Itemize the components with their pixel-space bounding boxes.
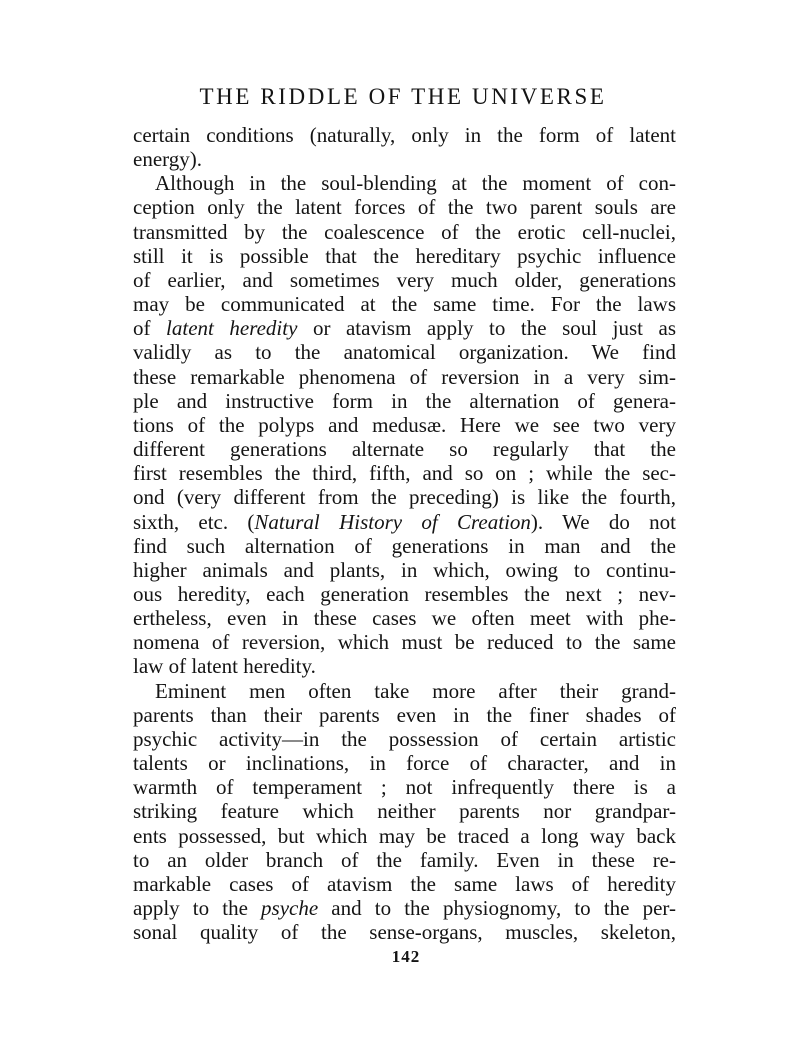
text-run: sixth, etc. ( bbox=[133, 509, 255, 534]
text-line: ple and instructive form in the alternation of genera- bbox=[133, 388, 676, 413]
text-line: Eminent men often take more after their grand- bbox=[155, 678, 676, 703]
text-line: higher animals and plants, in which, owing to continu- bbox=[133, 557, 676, 582]
text-line: find such alternation of generations in man and the bbox=[133, 533, 676, 558]
text-run: of bbox=[133, 316, 167, 341]
page-number: 142 bbox=[391, 947, 421, 966]
text-line: markable cases of atavism the same laws of heredity bbox=[133, 871, 676, 896]
text-line bbox=[133, 510, 676, 534]
text-line: parents than their parents even in the finer shades of bbox=[133, 702, 676, 727]
text-line bbox=[133, 896, 676, 920]
text-line bbox=[133, 316, 676, 340]
text-run: apply to the bbox=[133, 896, 262, 920]
running-head: THE RIDDLE OF THE UNIVERSE bbox=[199, 84, 607, 109]
text-line: ents possessed, but which may be traced a long way back bbox=[133, 823, 676, 848]
text-line: different generations alternate so regularly that the bbox=[133, 437, 676, 462]
text-line: warmth of temperament ; not infrequently there is a bbox=[133, 775, 676, 800]
text-line: ertheless, even in these cases we often meet with phe- bbox=[133, 606, 676, 631]
text-line: validly as to the anatomical organization. We find bbox=[133, 340, 676, 365]
body-text bbox=[133, 123, 676, 944]
text-line: of earlier, and sometimes very much older, generations bbox=[133, 267, 676, 292]
text-run: ). We do not bbox=[530, 509, 676, 534]
italic-term: psyche bbox=[261, 896, 319, 920]
italic-term: latent heredity bbox=[166, 316, 298, 341]
text-line: sonal quality of the sense-organs, muscles, skeleton, bbox=[133, 920, 676, 945]
text-line: still it is possible that the hereditary psychic influence bbox=[133, 243, 676, 268]
text-line: certain conditions (naturally, only in the form of latent bbox=[133, 123, 676, 147]
italic-title: Natural History of Creation bbox=[254, 509, 531, 534]
text-run: or atavism apply to the soul just as bbox=[297, 316, 676, 341]
text-line: law of latent heredity. bbox=[133, 654, 316, 679]
text-line: ous heredity, each generation resembles the next ; nev- bbox=[133, 581, 676, 606]
text-line: tions of the polyps and medusæ. Here we see two very bbox=[133, 412, 676, 437]
text-line: striking feature which neither parents nor grandpar- bbox=[133, 799, 676, 824]
text-line: talents or inclinations, in force of character, and in bbox=[133, 751, 676, 776]
text-line: transmitted by the coalescence of the erotic cell-nuclei, bbox=[133, 219, 676, 244]
text-line: ception only the latent forces of the two parent souls are bbox=[133, 195, 676, 220]
text-line: ond (very different from the preceding) is like the fourth, bbox=[133, 485, 676, 510]
text-line: to an older branch of the family. Even in these re- bbox=[133, 847, 676, 872]
text-line: energy). bbox=[133, 147, 202, 172]
text-line: may be communicated at the same time. For the laws bbox=[133, 292, 676, 317]
text-line: Although in the soul-blending at the moment of con- bbox=[155, 171, 676, 196]
text-line: first resembles the third, fifth, and so on ; while the sec- bbox=[133, 461, 676, 486]
text-line: nomena of reversion, which must be reduced to the same bbox=[133, 630, 676, 655]
text-line: psychic activity—in the possession of certain artistic bbox=[133, 726, 676, 751]
text-run: and to the physiognomy, to the per- bbox=[318, 896, 676, 920]
text-line: these remarkable phenomena of reversion in a very sim- bbox=[133, 364, 676, 389]
